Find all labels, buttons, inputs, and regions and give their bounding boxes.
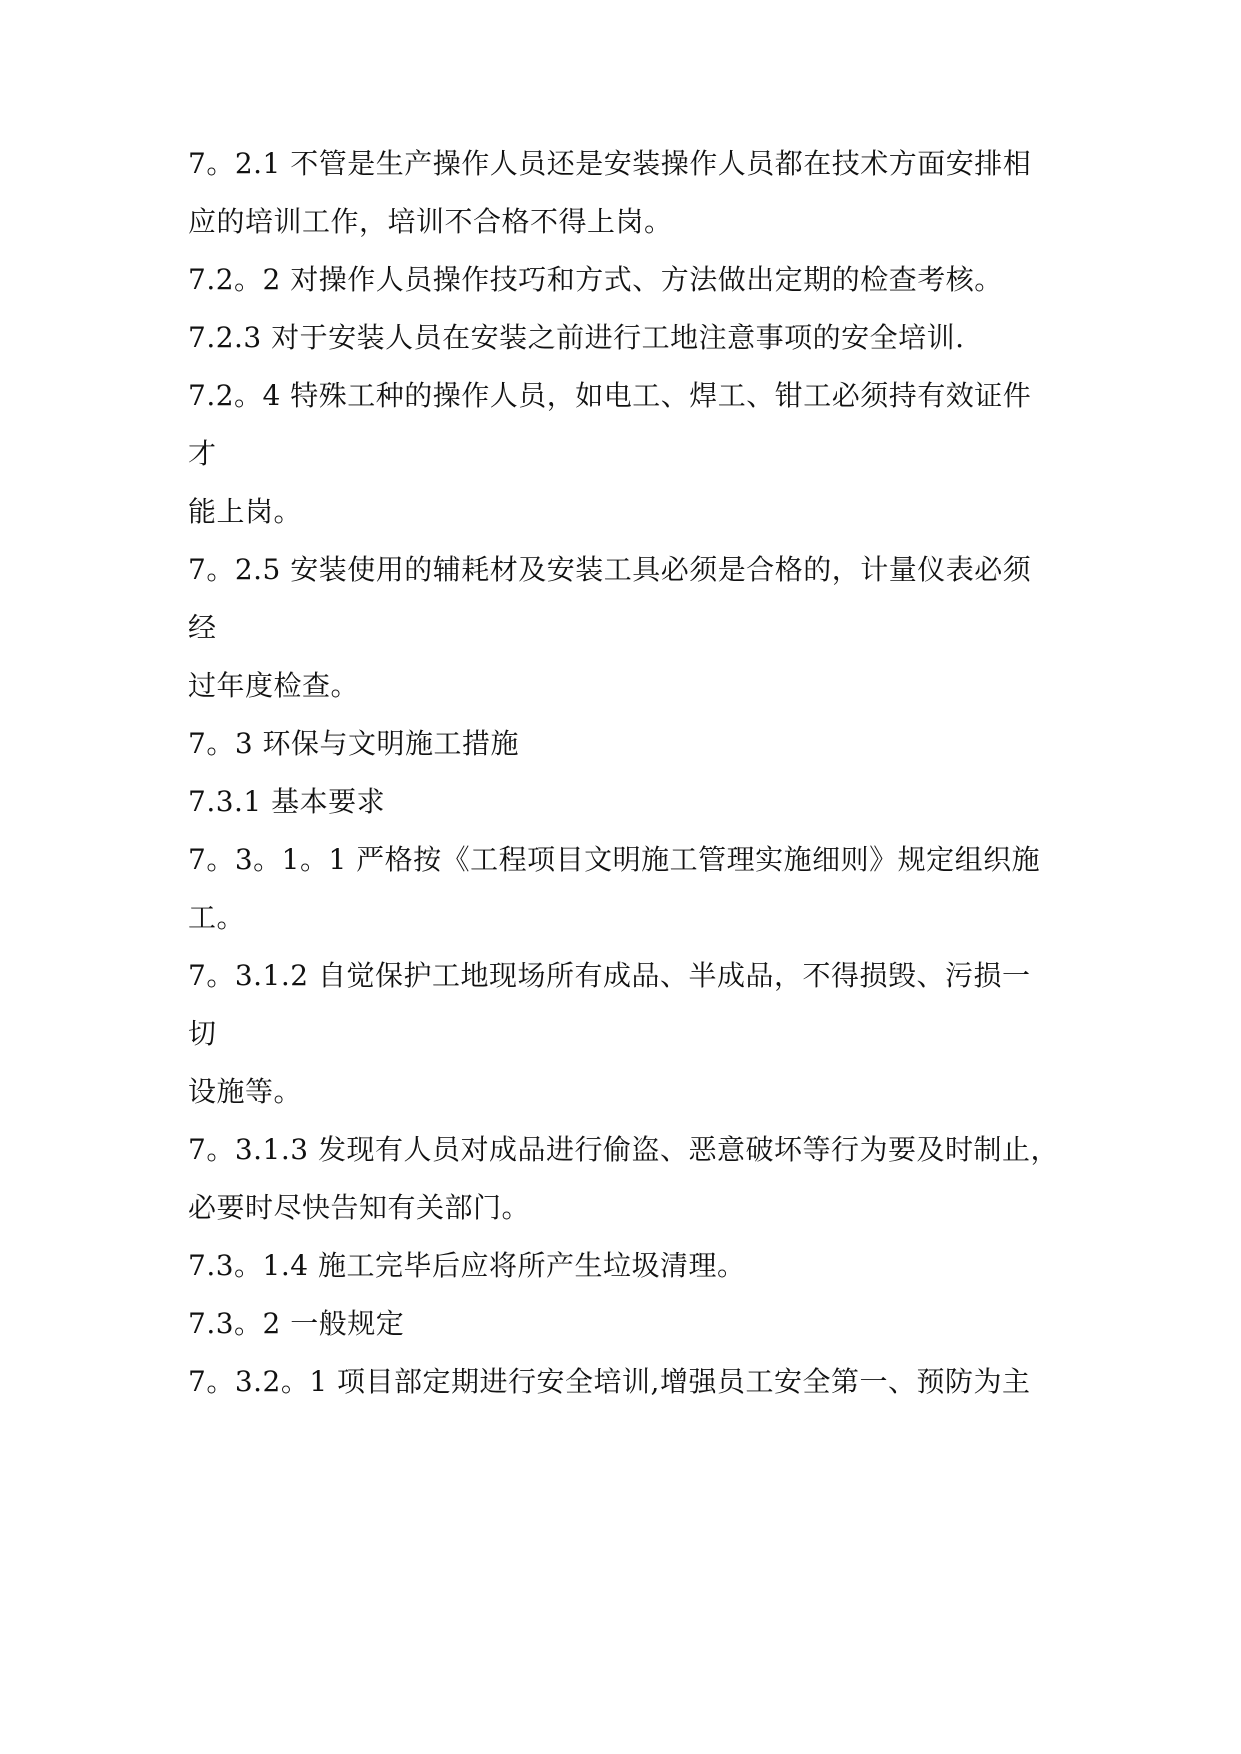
text-line: 设施等。	[188, 1075, 303, 1108]
text-line: 7。2.1 不管是生产操作人员还是安装操作人员都在技术方面安排相	[188, 147, 1032, 180]
text-line: 经	[188, 611, 217, 644]
subsection-heading: 7.3.1 基本要求	[188, 785, 386, 818]
text-line: 7.2.3 对于安装人员在安装之前进行工地注意事项的安全培训.	[188, 321, 965, 354]
text-line: 切	[188, 1017, 217, 1050]
text-line: 能上岗。	[188, 495, 303, 528]
text-line: 才	[188, 437, 217, 470]
text-line: 7。3.2。1 项目部定期进行安全培训,增强员工安全第一、预防为主	[188, 1365, 1031, 1398]
text-line: 过年度检查。	[188, 669, 360, 702]
text-line: 7.2。2 对操作人员操作技巧和方式、方法做出定期的检查考核。	[188, 263, 1003, 296]
text-line: 7.3。1.4 施工完毕后应将所产生垃圾清理。	[188, 1249, 746, 1282]
text-line: 7。3。1。1 严格按《工程项目文明施工管理实施细则》规定组织施	[188, 843, 1041, 876]
text-line: 必要时尽快告知有关部门。	[188, 1191, 531, 1224]
text-line: 工。	[188, 901, 246, 934]
text-line: 7。3.1.2 自觉保护工地现场所有成品、半成品，不得损毁、污损一	[188, 959, 1031, 992]
section-heading: 7。3 环保与文明施工措施	[188, 727, 520, 760]
text-line: 7。3.1.3 发现有人员对成品进行偷盗、恶意破坏等行为要及时制止，	[188, 1133, 1059, 1166]
text-line: 应的培训工作，培训不合格不得上岗。	[188, 205, 673, 238]
text-line: 7。2.5 安装使用的辅耗材及安装工具必须是合格的，计量仪表必须	[188, 553, 1032, 586]
subsection-heading: 7.3。2 一般规定	[188, 1307, 405, 1340]
text-line: 7.2。4 特殊工种的操作人员，如电工、焊工、钳工必须持有效证件	[188, 379, 1032, 412]
